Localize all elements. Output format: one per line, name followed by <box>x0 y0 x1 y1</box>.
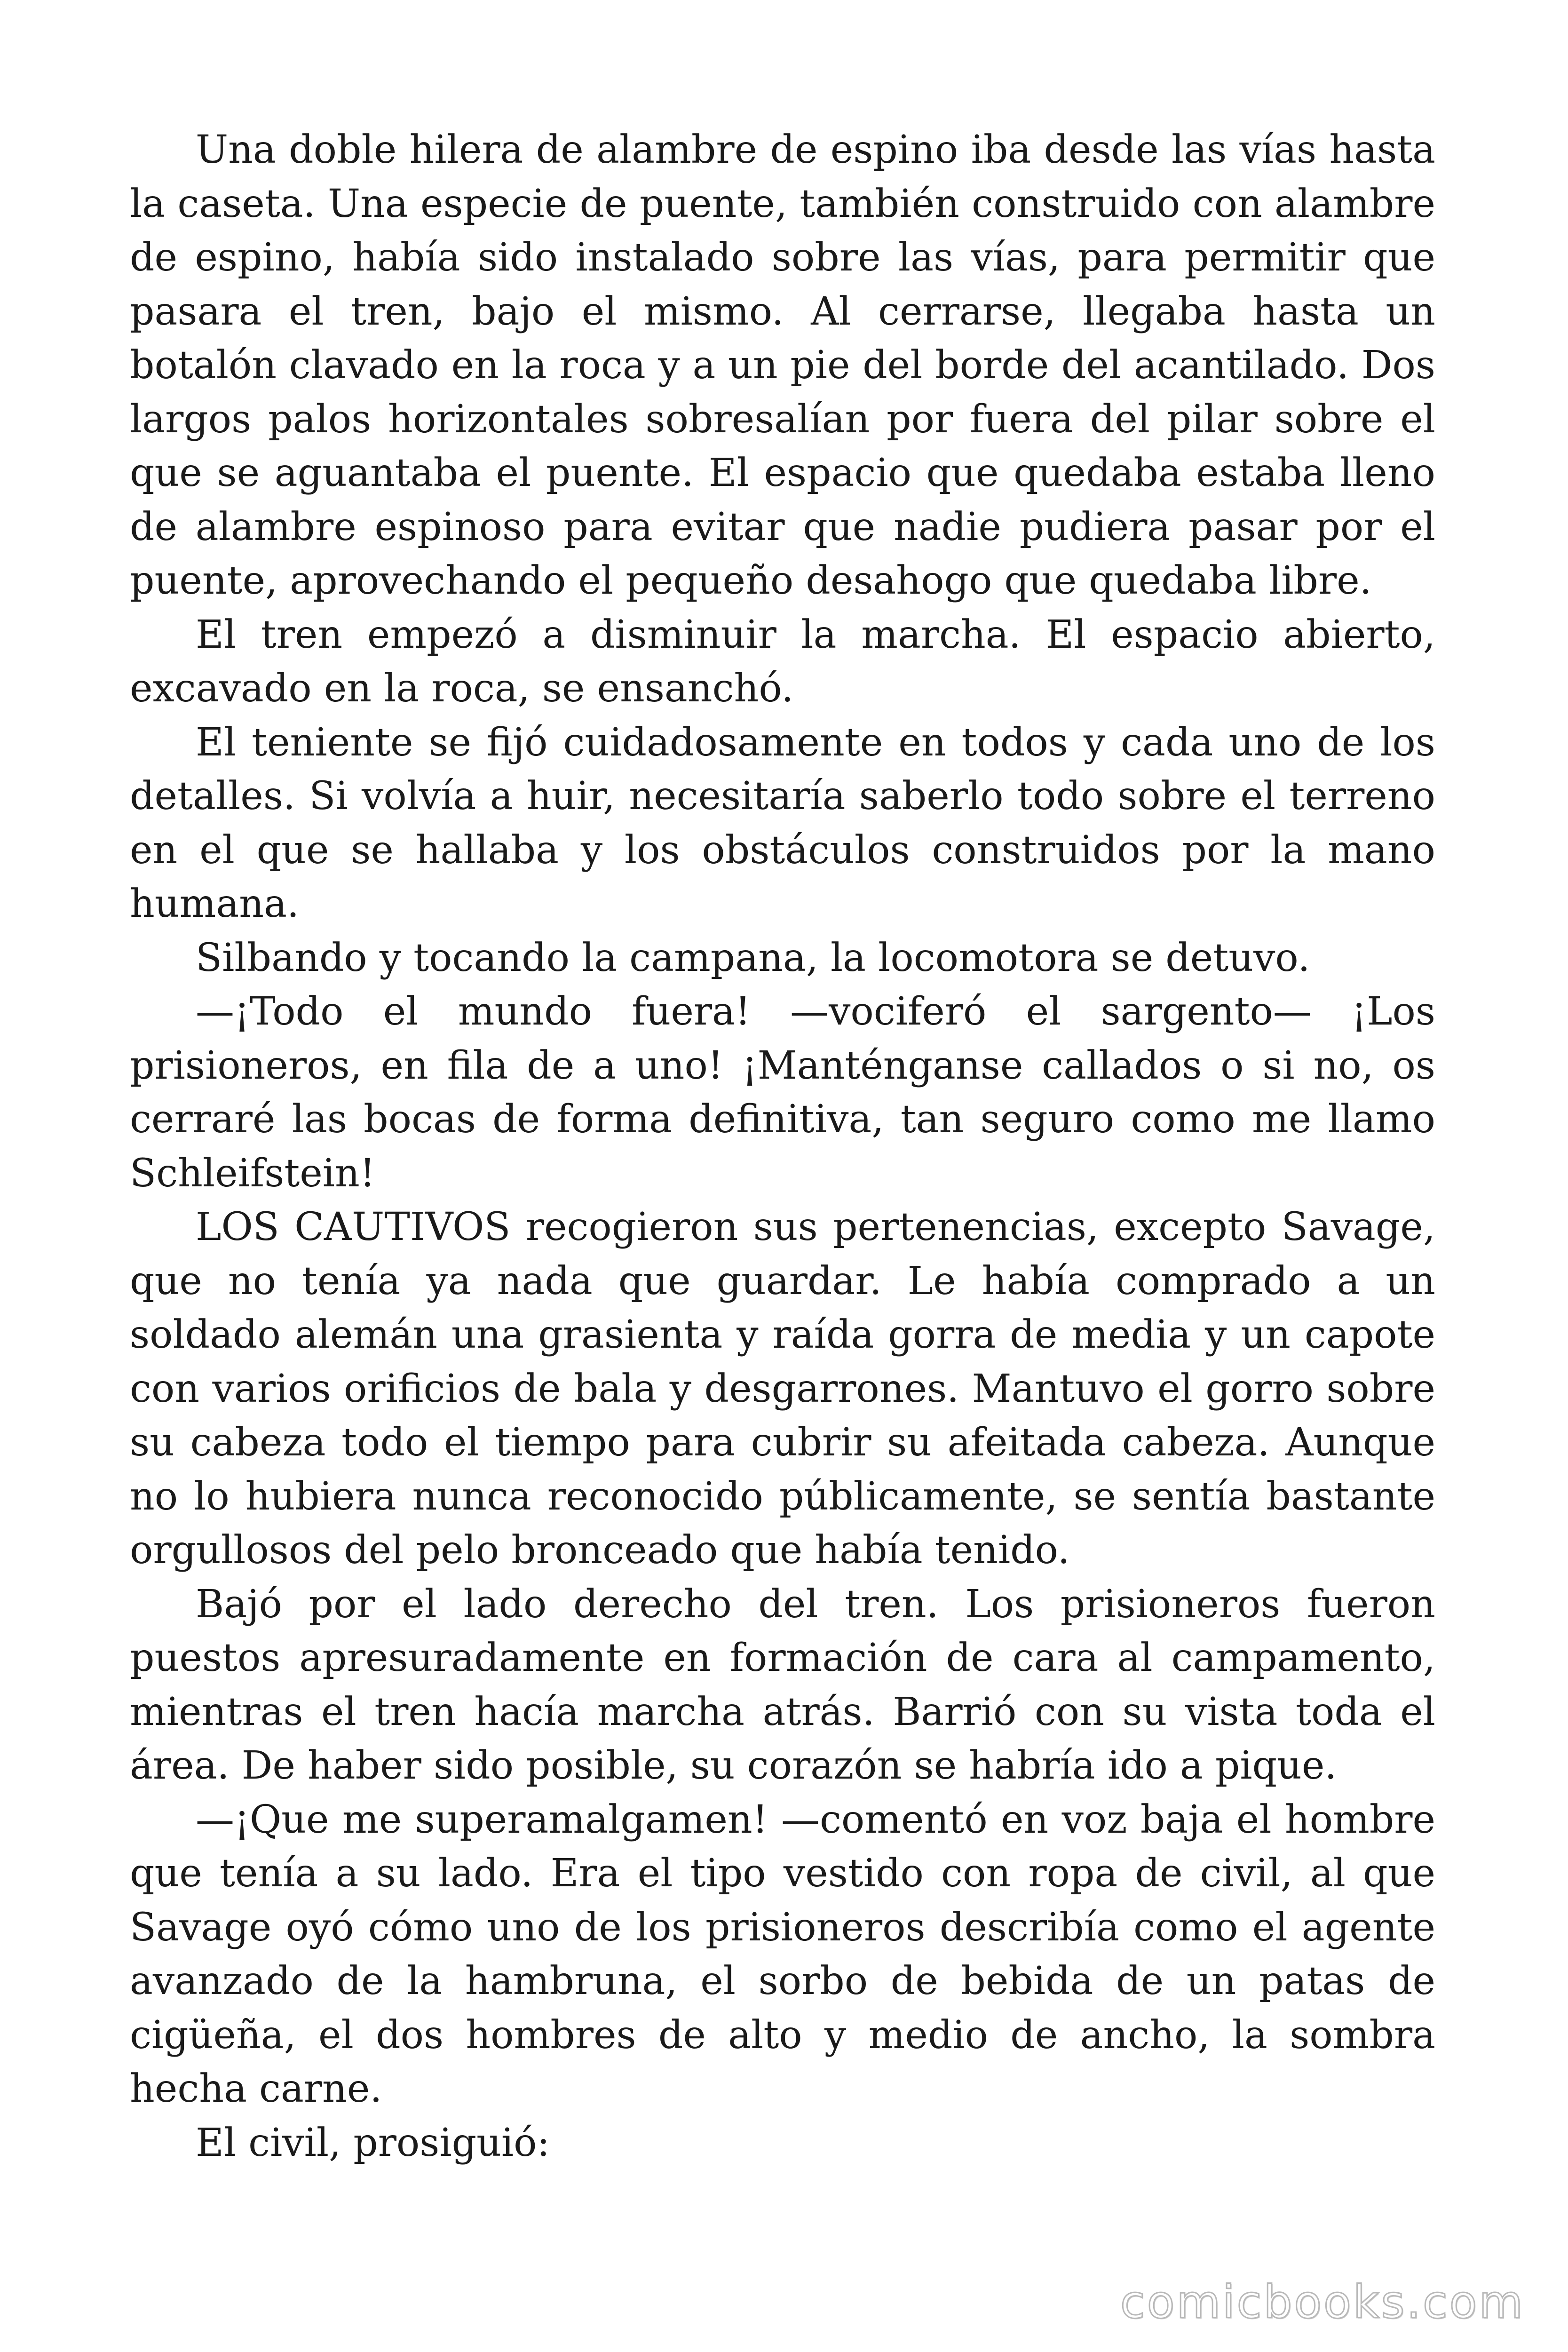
paragraph: LOS CAUTIVOS recogieron sus pertenencias, excepto Savage, que no tenía ya nada que guardar. Le había comprado a un soldado alemán una grasienta y raída gorra de media y un capote con varios orificios de bala y desgarrones. Mantuvo el gorro sobre su cabeza todo el tiempo para cubrir su afeitada cabeza. Aunque no lo hubiera nunca reconocido públicamente, se sentía bastante orgullosos del pelo bronceado que había tenido. <box>130 1205 1435 1573</box>
body-text <box>130 123 1435 2170</box>
paragraph: Silbando y tocando la campana, la locomotora se detuvo. <box>196 935 1310 980</box>
watermark: comicbooks.com <box>1120 2276 1525 2328</box>
paragraph: El teniente se fijó cuidadosamente en todos y cada uno de los detalles. Si volvía a huir, necesitaría saberlo todo sobre el terreno en el que se hallaba y los obstáculos construidos por la mano humana. <box>130 720 1435 926</box>
paragraph: —¡Todo el mundo fuera! —vociferó el sargento— ¡Los prisioneros, en fila de a uno! ¡Manténganse callados o si no, os cerraré las bocas de forma definitiva, tan seguro como me llamo Schleifstein! <box>130 989 1435 1196</box>
paragraph: Una doble hilera de alambre de espino iba desde las vías hasta la caseta. Una especie de puente, también construido con alambre de espino, había sido instalado sobre las vías, para permitir que pasara el tren, bajo el mismo. Al cerrarse, llegaba hasta un botalón clavado en la roca y a un pie del borde del acantilado. Dos largos palos horizontales sobresalían por fuera del pilar sobre el que se aguantaba el puente. El espacio que quedaba estaba lleno de alambre espinoso para evitar que nadie pudiera pasar por el puente, aprovechando el pequeño desahogo que quedaba libre. <box>130 127 1435 603</box>
paragraph: El civil, prosiguió: <box>196 2120 550 2165</box>
paragraph: —¡Que me superamalgamen! —comentó en voz baja el hombre que tenía a su lado. Era el tipo vestido con ropa de civil, al que Savage oyó cómo uno de los prisioneros describía como el agente avanzado de la hambruna, el sorbo de bebida de un patas de cigüeña, el dos hombres de alto y medio de ancho, la sombra hecha carne. <box>130 1797 1435 2111</box>
paragraph: Bajó por el lado derecho del tren. Los prisioneros fueron puestos apresuradamente en formación de cara al campamento, mientras el tren hacía marcha atrás. Barrió con su vista toda el área. De haber sido posible, su corazón se habría ido a pique. <box>130 1581 1435 1788</box>
paragraph: El tren empezó a disminuir la marcha. El espacio abierto, excavado en la roca, se ensanchó. <box>130 612 1435 711</box>
